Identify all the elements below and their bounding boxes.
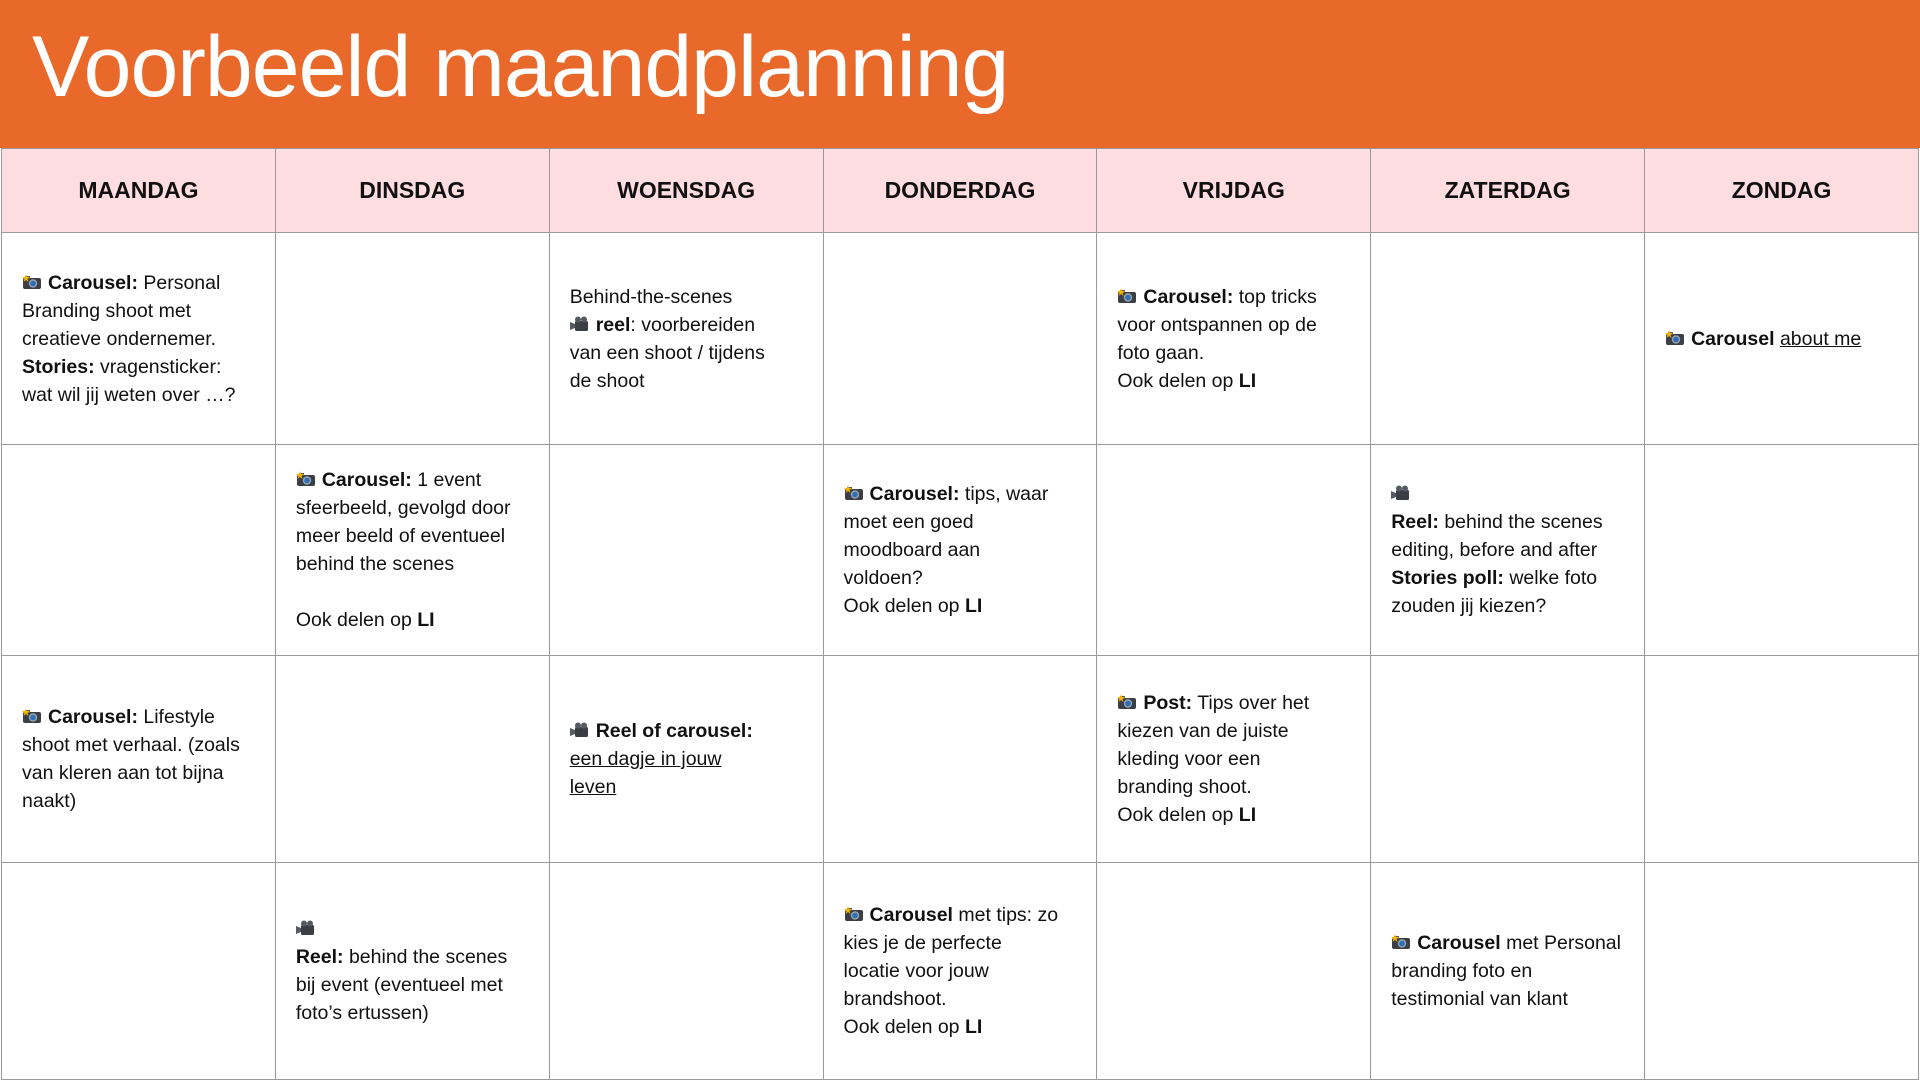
content-cell-woensdag [549, 656, 823, 863]
empty-cell-maandag [2, 445, 276, 656]
cell-text: wat wil jij weten over …? [22, 383, 236, 406]
cell-text: Personal [137, 271, 221, 294]
cell-line [570, 745, 803, 773]
content-type-label: Carousel: [1143, 285, 1234, 308]
cell-text: foto’s ertussen) [295, 1002, 429, 1024]
cell-line [296, 494, 529, 522]
cell-line [570, 367, 803, 395]
cell-line [22, 269, 255, 297]
empty-cell-woensdag [549, 863, 823, 1080]
empty-cell-zondag [1645, 656, 1919, 863]
content-type-label: LI [964, 1016, 983, 1038]
empty-cell-dinsdag [275, 233, 549, 445]
cell-line [22, 759, 255, 787]
link-text[interactable]: een dagje in jouw [569, 748, 722, 770]
cell-line [296, 578, 529, 606]
cell-text: branding shoot. [1117, 776, 1252, 798]
content-cell-dinsdag [275, 445, 549, 656]
cell-line [844, 1013, 1077, 1041]
cell-text: : voorbereiden [630, 313, 756, 336]
cell-text: voor ontspannen op de [1117, 313, 1317, 336]
cell-line [1391, 985, 1624, 1013]
cell-line [1391, 957, 1624, 985]
cell-text: sfeerbeeld, gevolgd door [295, 497, 511, 519]
day-header-vrijdag: VRIJDAG [1097, 149, 1371, 233]
cell-text: Ook delen op [843, 1016, 965, 1038]
cell-text: behind the scenes [343, 946, 508, 968]
cell-text: shoot met verhaal. (zoals [22, 734, 240, 756]
content-type-label: LI [1238, 804, 1257, 826]
cell-text: Branding shoot met [22, 299, 192, 322]
day-header-donderdag: DONDERDAG [823, 149, 1097, 233]
cell-line [22, 325, 255, 353]
cell-text: voldoen? [843, 567, 923, 589]
empty-cell-dinsdag [275, 656, 549, 863]
cell-text: zouden jij kiezen? [1391, 595, 1547, 617]
camera-flash-icon [22, 270, 42, 286]
cell-text: naakt) [22, 790, 77, 812]
cell-line [1117, 717, 1350, 745]
day-header-zaterdag: ZATERDAG [1371, 149, 1645, 233]
camera-flash-icon [1665, 326, 1685, 342]
cell-line [570, 283, 803, 311]
cell-line [22, 353, 255, 381]
title-bar [0, 0, 1920, 148]
cell-line [296, 606, 529, 634]
empty-cell-maandag [2, 863, 276, 1080]
camera-flash-icon [22, 704, 42, 720]
content-type-label: Carousel: [869, 483, 960, 505]
camera-flash-icon [844, 902, 864, 918]
page-title: Voorbeeld maandplanning [32, 19, 1009, 115]
cell-line [570, 311, 803, 339]
cell-line [844, 592, 1077, 620]
empty-cell-donderdag [823, 233, 1097, 445]
cell-line [844, 536, 1077, 564]
content-cell-zaterdag [1371, 445, 1645, 656]
day-header-woensdag: WOENSDAG [549, 149, 823, 233]
cell-line [22, 297, 255, 325]
cell-line [844, 508, 1077, 536]
content-type-label: Stories poll: [1391, 567, 1504, 589]
cell-line [22, 381, 255, 409]
cell-text: de shoot [569, 369, 645, 392]
content-cell-donderdag [823, 863, 1097, 1080]
day-header-dinsdag: DINSDAG [275, 149, 549, 233]
cell-line [844, 480, 1077, 508]
cell-line [570, 717, 803, 745]
cell-line [1117, 801, 1350, 829]
cell-line [1117, 689, 1350, 717]
cell-line [296, 550, 529, 578]
cell-line [844, 901, 1077, 929]
content-type-label: Carousel: [321, 469, 412, 491]
cell-line [844, 985, 1077, 1013]
content-type-label: Carousel: [48, 706, 138, 728]
cell-text: branding foto en [1391, 960, 1533, 982]
cell-line [1117, 773, 1350, 801]
content-type-label: reel [595, 313, 631, 336]
content-type-label: LI [964, 595, 983, 617]
cell-text: behind the scenes [295, 553, 455, 575]
content-type-label: Reel: [295, 946, 344, 968]
cell-line [1117, 745, 1350, 773]
weekday-header-row [2, 149, 1919, 233]
cell-line [296, 999, 529, 1027]
content-cell-zaterdag [1371, 863, 1645, 1080]
cell-text: creatieve ondernemer. [22, 327, 217, 350]
cell-text: van een shoot / tijdens [569, 341, 765, 364]
cell-text [296, 581, 301, 603]
cell-line [844, 564, 1077, 592]
week-row [2, 656, 1919, 863]
day-header-zondag: ZONDAG [1645, 149, 1919, 233]
day-header-maandag: MAANDAG [2, 149, 276, 233]
cell-text: van kleren aan tot bijna [22, 762, 224, 784]
content-cell-donderdag [823, 445, 1097, 656]
content-cell-dinsdag [275, 863, 549, 1080]
cell-text: welke foto [1503, 567, 1598, 589]
cell-line [1391, 536, 1624, 564]
cell-text: Behind-the-scenes [569, 285, 733, 308]
cell-text: kiezen van de juiste [1117, 720, 1289, 742]
cell-text: Ook delen op [1117, 369, 1239, 392]
camera-flash-icon [844, 481, 864, 497]
cell-line [570, 773, 803, 801]
cell-line [1117, 367, 1350, 395]
content-type-label: Reel: [1391, 511, 1439, 533]
video-camera-icon [570, 312, 590, 328]
cell-text: 1 event [411, 469, 482, 491]
cell-text: vragensticker: [94, 355, 222, 378]
content-cell-zondag [1645, 233, 1919, 445]
cell-text: Tips over het [1192, 692, 1310, 714]
cell-line [296, 915, 529, 971]
cell-text: Ook delen op [843, 595, 965, 617]
cell-line [1117, 283, 1350, 311]
empty-cell-zaterdag [1371, 233, 1645, 445]
cell-text: brandshoot. [843, 988, 947, 1010]
cell-line [844, 929, 1077, 957]
empty-cell-zaterdag [1371, 656, 1645, 863]
cell-text: kies je de perfecte [843, 932, 1002, 954]
cell-text: behind the scenes [1438, 511, 1603, 533]
content-type-label: Reel of carousel: [595, 720, 753, 742]
cell-line [1665, 325, 1898, 353]
cell-line [1391, 929, 1624, 957]
content-cell-maandag [2, 233, 276, 445]
content-type-label: Post: [1143, 692, 1193, 714]
cell-text: moet een goed [843, 511, 974, 533]
content-type-label: Carousel [1691, 327, 1775, 350]
cell-text: Lifestyle [137, 706, 215, 728]
video-camera-icon [296, 916, 316, 932]
cell-line [1391, 564, 1624, 592]
cell-text: top tricks [1233, 285, 1317, 308]
content-type-label: Carousel: [48, 271, 138, 294]
cell-text: foto gaan. [1117, 341, 1205, 364]
cell-line [1391, 480, 1624, 536]
content-type-label: LI [1238, 369, 1257, 392]
cell-line [296, 971, 529, 999]
cell-text: tips, waar [959, 483, 1049, 505]
cell-text: Ook delen op [1117, 804, 1239, 826]
cell-line [296, 466, 529, 494]
month-planning-table [1, 148, 1919, 1080]
cell-text: met tips: zo [952, 904, 1059, 926]
cell-line [22, 731, 255, 759]
video-camera-icon [570, 718, 590, 734]
link-text[interactable]: about me [1779, 327, 1862, 350]
cell-line [1117, 311, 1350, 339]
week-row [2, 445, 1919, 656]
week-row [2, 863, 1919, 1080]
cell-text: locatie voor jouw [843, 960, 989, 982]
content-cell-maandag [2, 656, 276, 863]
camera-flash-icon [1117, 284, 1137, 300]
content-type-label: Carousel [1417, 932, 1501, 954]
content-cell-vrijdag [1097, 656, 1371, 863]
empty-cell-zondag [1645, 445, 1919, 656]
cell-text: meer beeld of eventueel [295, 525, 506, 547]
cell-line [22, 787, 255, 815]
cell-line [844, 957, 1077, 985]
link-text[interactable]: leven [569, 776, 617, 798]
content-type-label: Carousel [869, 904, 953, 926]
empty-cell-vrijdag [1097, 445, 1371, 656]
camera-flash-icon [1391, 930, 1411, 946]
empty-cell-donderdag [823, 656, 1097, 863]
cell-line [1391, 592, 1624, 620]
cell-text: bij event (eventueel met [295, 974, 503, 996]
empty-cell-woensdag [549, 445, 823, 656]
cell-text: editing, before and after [1391, 539, 1598, 561]
cell-line [570, 339, 803, 367]
content-type-label: Stories: [22, 355, 95, 378]
cell-text: moodboard aan [843, 539, 981, 561]
camera-flash-icon [1117, 690, 1137, 706]
cell-text: met Personal [1500, 932, 1621, 954]
cell-text: testimonial van klant [1391, 988, 1568, 1010]
video-camera-icon [1391, 481, 1411, 497]
cell-line [1117, 339, 1350, 367]
content-type-label: LI [417, 609, 435, 631]
cell-line [22, 703, 255, 731]
cell-text: kleding voor een [1117, 748, 1261, 770]
content-cell-woensdag [549, 233, 823, 445]
camera-flash-icon [296, 467, 316, 483]
cell-line [296, 522, 529, 550]
empty-cell-vrijdag [1097, 863, 1371, 1080]
week-row [2, 233, 1919, 445]
content-cell-vrijdag [1097, 233, 1371, 445]
cell-text: Ook delen op [295, 609, 418, 631]
empty-cell-zondag [1645, 863, 1919, 1080]
